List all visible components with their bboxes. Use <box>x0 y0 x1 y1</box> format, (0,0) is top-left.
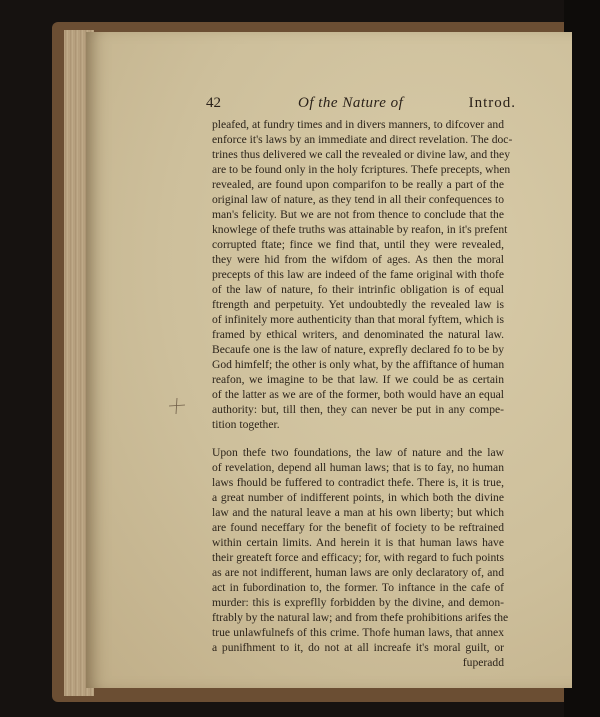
running-header <box>206 95 516 117</box>
page-number: 42 <box>206 95 221 111</box>
text-line: Becaufe one is the law of nature, exprefly declared fo to be by <box>212 343 504 356</box>
text-line: ftrength and perpetuity. Yet undoubtedly the revealed law is <box>212 298 504 311</box>
text-line: original law of nature, as they tend in all their confequences to <box>212 193 504 206</box>
text-line: pleafed, at fundry times and in divers manners, to difcover and <box>212 118 504 131</box>
paragraph-first-line: Upon thefe two foundations, the law of nature and the law <box>212 446 504 459</box>
text-line: of the law of nature, fo their intrinfic obligation is of equal <box>212 283 504 296</box>
text-line: man's felicity. But we are not from thence to conclude that the <box>212 208 504 221</box>
text-line: their greateft force and efficacy; for, with regard to fuch points <box>212 551 504 564</box>
text-line: laws fhould be fuffered to contradict thefe. There is, it is true, <box>212 476 504 489</box>
text-line: a punifhment to it, do not at all increafe it's moral guilt, or <box>212 641 504 654</box>
text-line: are to be found only in the holy fcriptures. Thefe precepts, when <box>212 163 511 176</box>
text-line: of revelation, depend all human laws; that is to fay, no human <box>212 461 504 474</box>
text-line: within certain limits. And herein it is that human laws have <box>212 536 504 549</box>
text-line: of the latter as we are of the former, both would have an equal <box>212 388 504 401</box>
text-line: are found neceffary for the benefit of fociety to be reftrained <box>212 521 504 534</box>
catchword: fuperadd <box>462 656 504 669</box>
text-line: murder: this is expreflly forbidden by the divine, and demon- <box>212 596 504 609</box>
text-line: God himfelf; the other is only what, by the affiftance of human <box>212 358 505 371</box>
text-line: reafon, we imagine to be that law. If we could be as certain <box>212 373 504 386</box>
text-line: as are not indifferent, human laws are only declaratory of, and <box>212 566 504 579</box>
text-line: true unlawfulnefs of this crime. Thofe human laws, that annex <box>212 626 504 639</box>
text-line: a great number of indifferent points, in which both the divine <box>212 491 504 504</box>
text-line: law and the natural leave a man at his own liberty; but which <box>212 506 504 519</box>
running-title: Of the Nature of <box>298 95 404 111</box>
text-line: ftrably by the natural law; and from thefe prohibitions arifes the <box>212 611 509 624</box>
text-line: corrupted ftate; fince we find that, until they were revealed, <box>212 238 504 251</box>
text-line: revealed, are found upon comparifon to be really a part of the <box>212 178 504 191</box>
pencil-cross-mark-icon <box>168 397 186 415</box>
text-line: tition together. <box>212 418 280 431</box>
text-line: act in fubordination to, the former. To inftance in the cafe of <box>212 581 504 594</box>
text-line: precepts of this law are indeed of the fame original with thofe <box>212 268 504 281</box>
text-line: they were hid from the wifdom of ages. As then the moral <box>212 253 504 266</box>
text-line: framed by ethical writers, and denominated the natural law. <box>212 328 504 341</box>
text-line: enforce it's laws by an immediate and direct revelation. The doc- <box>212 133 513 146</box>
text-line: of infinitely more authenticity than that moral fyftem, which is <box>212 313 504 326</box>
section-label: Introd. <box>468 95 516 111</box>
text-line: trines thus delivered we call the revealed or divine law, and they <box>212 148 510 161</box>
text-line: authority: but, till then, they can never be put in any compe- <box>212 403 504 416</box>
text-line: knowlege of thefe truths was attainable by reafon, in it's prefent <box>212 223 508 236</box>
